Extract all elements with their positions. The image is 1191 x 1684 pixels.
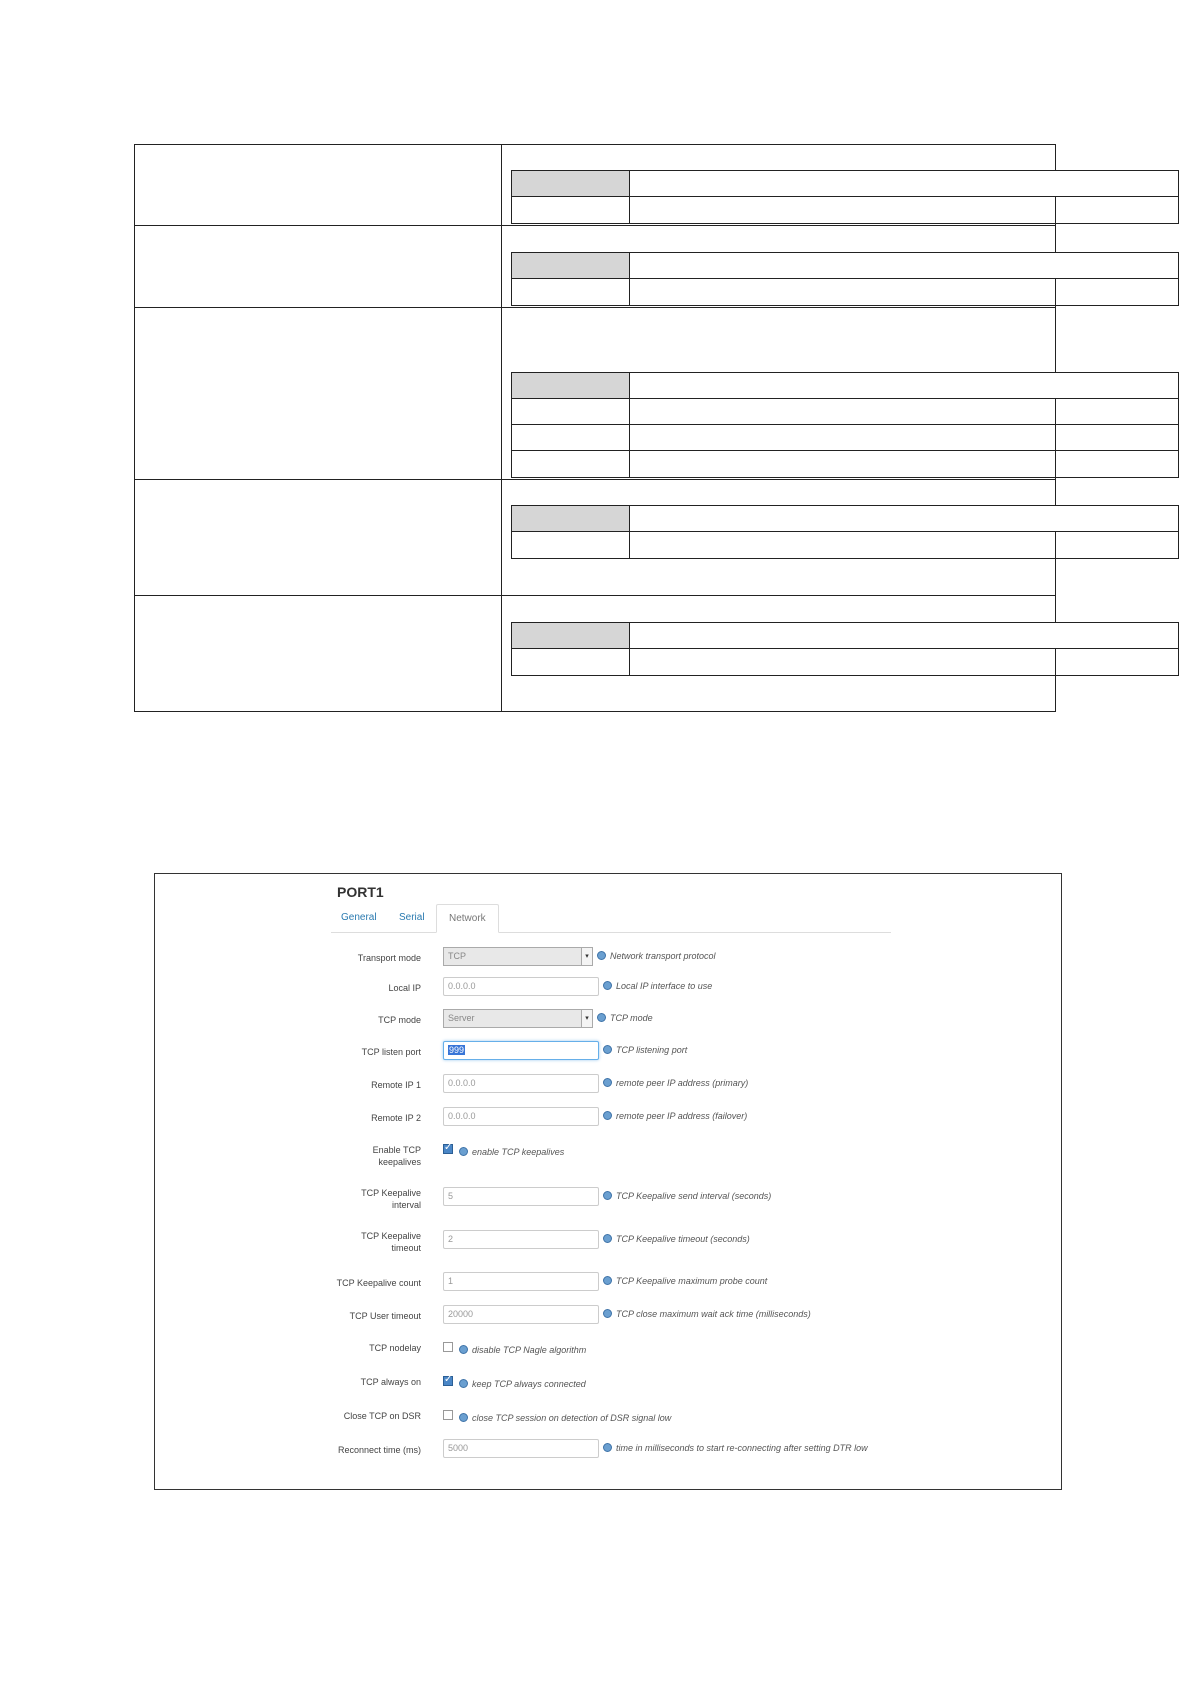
user-timeout-input[interactable]: 20000: [443, 1305, 599, 1324]
option-subtable: [511, 170, 1179, 224]
tcp-listen-port-label: TCP listen port: [361, 1047, 421, 1057]
config-screenshot: [154, 873, 1062, 1490]
tcp-listen-port-help: TCP listening port: [603, 1045, 687, 1055]
tab-serial[interactable]: Serial: [399, 912, 425, 923]
remote-ip-2-label: Remote IP 2: [371, 1113, 421, 1123]
option-subtable: [511, 622, 1179, 676]
tcp-nodelay-help: disable TCP Nagle algorithm: [459, 1345, 586, 1355]
user-timeout-label: TCP User timeout: [349, 1311, 421, 1321]
option-subtable: [511, 252, 1179, 306]
option-subtable: [511, 505, 1179, 559]
close-on-dsr-help: close TCP session on detection of DSR signal low: [459, 1413, 671, 1423]
parameter-table: [134, 144, 1056, 712]
keepalive-timeout-help: TCP Keepalive timeout (seconds): [603, 1234, 750, 1244]
reconnect-time-help: time in milliseconds to start re-connecting after setting DTR low: [603, 1443, 868, 1453]
tab-general[interactable]: General: [341, 912, 377, 923]
close-on-dsr-checkbox[interactable]: [443, 1410, 453, 1420]
page-title: PORT1: [337, 884, 384, 900]
user-timeout-help: TCP close maximum wait ack time (milliseconds): [603, 1309, 811, 1319]
help-icon: [459, 1147, 468, 1156]
table-row: [135, 145, 1055, 226]
help-icon: [603, 1045, 612, 1054]
help-icon: [603, 1111, 612, 1120]
keepalive-interval-help: TCP Keepalive send interval (seconds): [603, 1191, 771, 1201]
table-row: [135, 480, 1055, 596]
keepalive-count-help: TCP Keepalive maximum probe count: [603, 1276, 767, 1286]
enable-keepalives-help: enable TCP keepalives: [459, 1147, 564, 1157]
tab-bar: [331, 904, 891, 933]
table-row: [135, 596, 1055, 713]
tcp-nodelay-label: TCP nodelay: [369, 1343, 421, 1353]
help-icon: [459, 1413, 468, 1422]
help-icon: [603, 1443, 612, 1452]
dropdown-arrow-icon: ▾: [581, 948, 592, 965]
enable-keepalives-label: Enable TCP keepalives: [372, 1145, 421, 1167]
tcp-listen-port-input[interactable]: 999: [443, 1041, 599, 1060]
transport-mode-help: Network transport protocol: [597, 951, 716, 961]
remote-ip-1-label: Remote IP 1: [371, 1080, 421, 1090]
reconnect-time-label: Reconnect time (ms): [337, 1445, 421, 1455]
transport-mode-label: Transport mode: [357, 953, 421, 963]
keepalive-interval-input[interactable]: 5: [443, 1187, 599, 1206]
reconnect-time-input[interactable]: 5000: [443, 1439, 599, 1458]
tcp-mode-select[interactable]: Server ▾: [443, 1009, 593, 1028]
help-icon: [603, 1276, 612, 1285]
dropdown-arrow-icon: ▾: [581, 1010, 592, 1027]
keepalive-interval-label: TCP Keepalive interval: [361, 1188, 421, 1210]
tcp-always-on-help: keep TCP always connected: [459, 1379, 586, 1389]
help-icon: [603, 1078, 612, 1087]
remote-ip-2-help: remote peer IP address (failover): [603, 1111, 747, 1121]
local-ip-label: Local IP: [388, 983, 421, 993]
local-ip-help: Local IP interface to use: [603, 981, 712, 991]
help-icon: [459, 1345, 468, 1354]
help-icon: [459, 1379, 468, 1388]
keepalive-timeout-label: TCP Keepalive timeout: [361, 1231, 421, 1253]
tcp-nodelay-checkbox[interactable]: [443, 1342, 453, 1352]
close-on-dsr-label: Close TCP on DSR: [343, 1411, 421, 1421]
tab-network[interactable]: Network: [436, 904, 499, 933]
table-row: [135, 308, 1055, 480]
tcp-always-on-label: TCP always on: [360, 1377, 421, 1387]
tcp-always-on-checkbox[interactable]: [443, 1376, 453, 1386]
help-icon: [603, 1234, 612, 1243]
enable-keepalives-checkbox[interactable]: [443, 1144, 453, 1154]
tcp-mode-label: TCP mode: [378, 1015, 421, 1025]
help-icon: [603, 1191, 612, 1200]
option-subtable: [511, 372, 1179, 478]
tcp-mode-help: TCP mode: [597, 1013, 653, 1023]
local-ip-input[interactable]: 0.0.0.0: [443, 977, 599, 996]
keepalive-timeout-input[interactable]: 2: [443, 1230, 599, 1249]
help-icon: [603, 981, 612, 990]
help-icon: [603, 1309, 612, 1318]
keepalive-count-label: TCP Keepalive count: [336, 1278, 421, 1288]
config-panel: [331, 874, 891, 1489]
help-icon: [597, 951, 606, 960]
keepalive-count-input[interactable]: 1: [443, 1272, 599, 1291]
remote-ip-2-input[interactable]: 0.0.0.0: [443, 1107, 599, 1126]
remote-ip-1-input[interactable]: 0.0.0.0: [443, 1074, 599, 1093]
help-icon: [597, 1013, 606, 1022]
transport-mode-select[interactable]: TCP ▾: [443, 947, 593, 966]
remote-ip-1-help: remote peer IP address (primary): [603, 1078, 748, 1088]
table-row: [135, 226, 1055, 308]
